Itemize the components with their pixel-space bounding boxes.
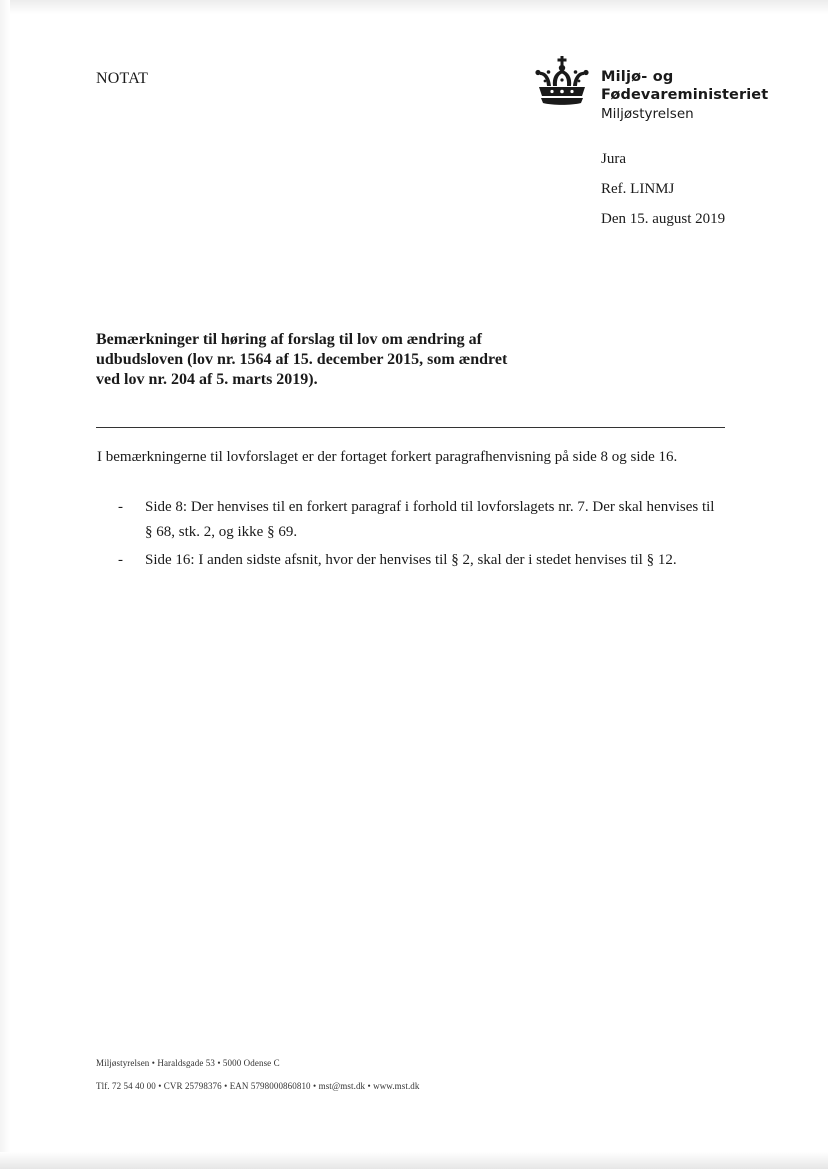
footer-address: Miljøstyrelsen • Haraldsgade 53 • 5000 Odense C [96, 1058, 280, 1068]
title-line: Bemærkninger til høring af forslag til lov om ændring af [96, 331, 482, 348]
list-dash: - [118, 499, 123, 515]
list-dash: - [118, 552, 123, 568]
scan-edge-left [0, 0, 10, 1169]
logo-text-line-2: Fødevareministeriet [601, 87, 769, 103]
list-item-text: Side 16: I anden sidste afsnit, hvor der henvises til § 2, skal der i stedet henvises til § 12. [145, 552, 677, 568]
department-label: Jura [601, 151, 626, 167]
reference-label: Ref. LINMJ [601, 181, 675, 197]
title-line: udbudsloven (lov nr. 1564 af 15. december 2015, som ændret [96, 351, 508, 368]
title-line: ved lov nr. 204 af 5. marts 2019). [96, 371, 318, 388]
list-item-text: Side 8: Der henvises til en forkert paragraf i forhold til lovforslagets nr. 7. Der skal henvises til § 68, stk. 2, og ikke § 69. [145, 499, 715, 540]
document-meta [601, 149, 725, 239]
list-item [118, 548, 718, 573]
crown-icon [533, 56, 591, 106]
document-type-label: NOTAT [96, 70, 149, 87]
document-title [96, 330, 616, 390]
footer-contact: Tlf. 72 54 40 00 • CVR 25798376 • EAN 5798000860810 • mst@mst.dk • www.mst.dk [96, 1081, 420, 1091]
scan-edge-top [0, 0, 828, 14]
date-label: Den 15. august 2019 [601, 211, 726, 227]
logo-text-line-3: Miljøstyrelsen [601, 106, 694, 122]
remarks-list [118, 495, 718, 576]
ministry-logo [533, 56, 773, 126]
scan-edge-bottom [0, 1152, 828, 1169]
intro-paragraph: I bemærkningerne til lovforslaget er der fortaget forkert paragrafhenvisning på side 8 og side 16. [97, 449, 678, 465]
title-divider [96, 427, 725, 428]
logo-text-line-1: Miljø- og [601, 69, 674, 85]
list-item [118, 495, 718, 545]
